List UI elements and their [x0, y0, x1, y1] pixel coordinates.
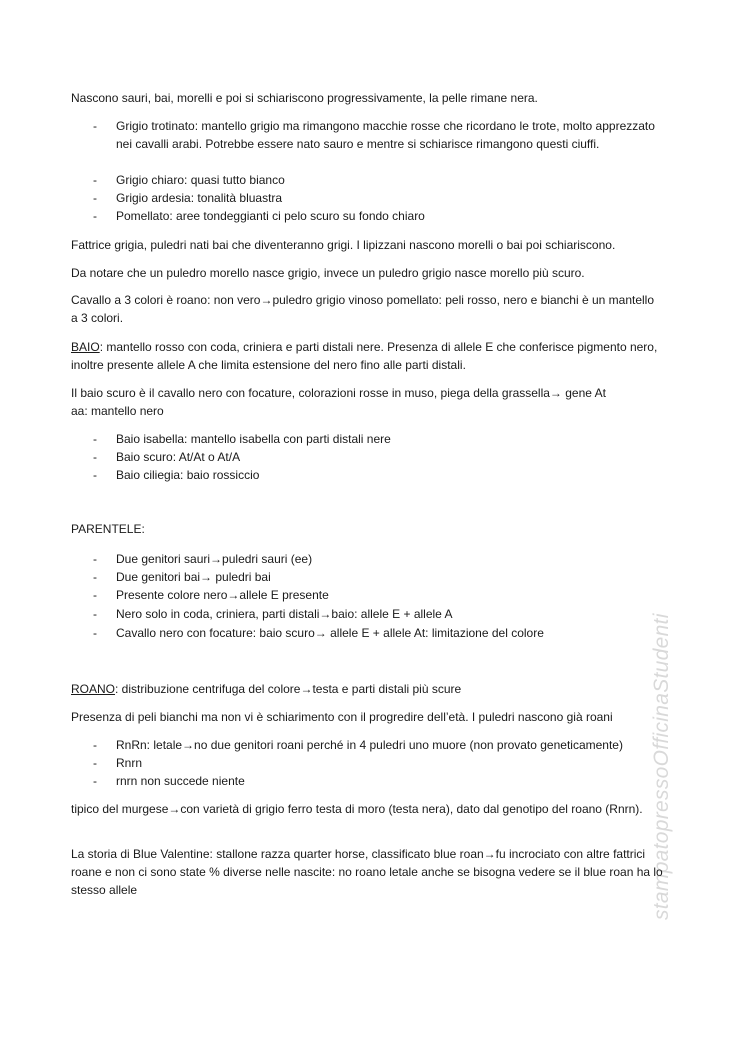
list-item [93, 754, 673, 772]
list-item [93, 624, 673, 642]
list-item-text: Grigio ardesia: tonalità bluastra [116, 191, 283, 205]
paragraph-baio [71, 338, 661, 374]
list-item-text: RnRn: letale→no due genitori roani perché in 4 puledri uno muore (non provato geneticamente) [116, 738, 623, 752]
list-item-text: Due genitori bai→ puledri bai [116, 570, 271, 584]
bullet-dash: - [93, 552, 97, 566]
list-item [93, 466, 673, 484]
list-item [93, 448, 673, 466]
paragraph: Presenza di peli bianchi ma non vi è schiarimento con il progredire dell’età. I puledri nascono già roani [71, 710, 613, 724]
paragraph: aa: mantello nero [71, 404, 164, 418]
list-item-text: Baio scuro: At/At o At/A [116, 450, 241, 464]
heading-baio: BAIO [71, 340, 100, 354]
heading-roano: ROANO [71, 682, 116, 696]
paragraph-text: : distribuzione centrifuga del colore→testa e parti distali più scure [115, 682, 462, 696]
list-item-text: Baio isabella: mantello isabella con parti distali nere [116, 432, 391, 446]
bullet-dash: - [93, 468, 97, 482]
paragraph-text: : mantello rosso con coda, criniera e parti distali nere. Presenza di allele E che conferisce pigmento nero, inoltre presente allele A che limita estensione del nero fino alle parti distali. [71, 340, 658, 372]
bullet-dash: - [93, 570, 97, 584]
list-item [93, 568, 673, 586]
bullet-dash: - [93, 173, 97, 187]
bullet-dash: - [93, 450, 97, 464]
bullet-dash: - [93, 119, 97, 133]
watermark: stampatopressoOfficinaStudenti [650, 613, 673, 920]
bullet-dash: - [93, 209, 97, 223]
list-item-text: rnrn non succede niente [116, 774, 245, 788]
list-item [93, 736, 673, 754]
list-item-text: Rnrn [116, 756, 143, 770]
bullet-dash: - [93, 588, 97, 602]
list-item-text: Nero solo in coda, criniera, parti distali→baio: allele E + allele A [116, 607, 453, 621]
bullet-dash: - [93, 191, 97, 205]
bullet-dash: - [93, 738, 97, 752]
list-item [93, 207, 673, 225]
list-item [93, 586, 673, 604]
paragraph-roano [71, 680, 671, 698]
paragraph: Da notare che un puledro morello nasce grigio, invece un puledro grigio nasce morello più scuro. [71, 266, 585, 280]
list-item-text: Cavallo nero con focature: baio scuro→ allele E + allele At: limitazione del colore [116, 626, 544, 640]
list-item [93, 117, 673, 153]
list-item-text: Pomellato: aree tondeggianti ci pelo scuro su fondo chiaro [116, 209, 425, 223]
bullet-dash: - [93, 626, 97, 640]
paragraph: Cavallo a 3 colori è roano: non vero→puledro grigio vinoso pomellato: peli rosso, nero e bianchi è un mantello a 3 colori. [71, 293, 655, 325]
list-item [93, 772, 673, 790]
paragraph: La storia di Blue Valentine: stallone razza quarter horse, classificato blue roan→fu incrociato con altre fattrici roane e non ci sono state % diverse nelle nascite: no roano letale anche se bisogna vedere se il blue roan ha lo stesso allele [71, 847, 663, 897]
paragraph: tipico del murgese→con varietà di grigio ferro testa di moro (testa nera), dato dal genotipo del roano (Rnrn). [71, 802, 643, 816]
bullet-dash: - [93, 774, 97, 788]
list-item [93, 430, 673, 448]
list-item-text: Due genitori sauri→puledri sauri (ee) [116, 552, 313, 566]
heading-parentele: PARENTELE: [71, 522, 145, 536]
bullet-dash: - [93, 432, 97, 446]
list-item [93, 550, 673, 568]
paragraph: Nascono sauri, bai, morelli e poi si schiariscono progressivamente, la pelle rimane nera. [71, 91, 538, 105]
paragraph: Fattrice grigia, puledri nati bai che diventeranno grigi. I lipizzani nascono morelli o bai poi schiariscono. [71, 238, 616, 252]
list-item-text: Grigio chiaro: quasi tutto bianco [116, 173, 285, 187]
bullet-dash: - [93, 607, 97, 621]
bullet-dash: - [93, 756, 97, 770]
list-item [93, 189, 673, 207]
list-item-text: Baio ciliegia: baio rossiccio [116, 468, 260, 482]
list-item [93, 171, 673, 189]
list-item [93, 605, 673, 623]
list-item-text: Grigio trotinato: mantello grigio ma rimangono macchie rosse che ricordano le trote, molto apprezzato nei cavalli arabi. Potrebbe essere nato sauro e mentre si schiarisce rimangono questi ciuffi. [116, 119, 655, 151]
list-item-text: Presente colore nero→allele E presente [116, 588, 329, 602]
paragraph: Il baio scuro è il cavallo nero con focature, colorazioni rosse in muso, piega della grassella→ gene At [71, 386, 606, 400]
